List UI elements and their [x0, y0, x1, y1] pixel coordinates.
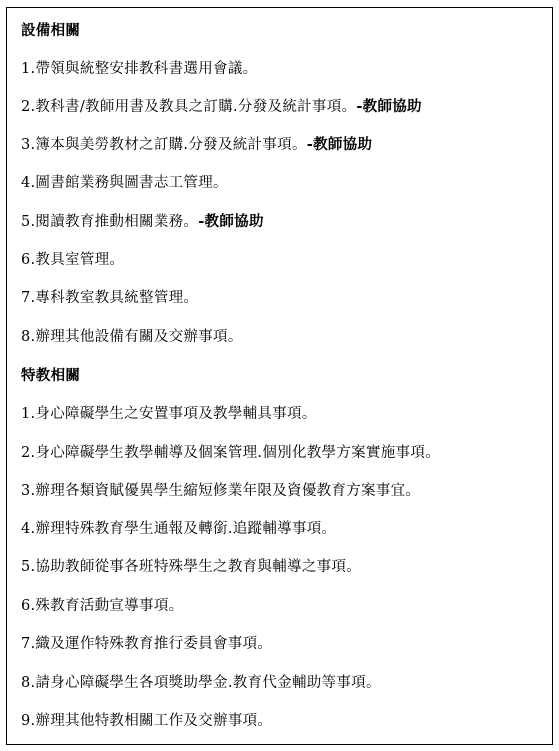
item-text: 1.帶領與統整安排教科書選用會議。 [21, 61, 258, 77]
list-item [21, 520, 336, 538]
list-item [21, 405, 317, 423]
document-frame [6, 7, 553, 745]
list-item [21, 251, 124, 269]
item-text: 7.專科教室教具統整管理。 [21, 290, 199, 306]
list-item [21, 328, 243, 346]
list-item [21, 712, 272, 730]
item-text: 5.協助教師從事各班特殊學生之教育與輔導之事項。 [21, 559, 362, 575]
list-item [21, 213, 264, 231]
item-text: 6.殊教育活動宣導事項。 [21, 598, 184, 614]
section-heading-special-ed: 特教相關 [21, 368, 81, 384]
item-text: 3.簿本與美勞教材之訂購.分發及統計事項。 [21, 137, 307, 153]
list-item [21, 60, 257, 78]
list-item [21, 289, 198, 307]
list-item [21, 98, 422, 116]
item-text: 3.辦理各類資賦優異學生縮短修業年限及資優教育方案事宜。 [21, 483, 421, 499]
section-heading-equipment: 設備相關 [21, 23, 81, 39]
item-text: 4.辦理特殊教育學生通報及轉銜.追蹤輔導事項。 [21, 521, 337, 537]
item-text: 7.織及運作特殊教育推行委員會事項。 [21, 636, 273, 652]
item-text: 1.身心障礙學生之安置事項及教學輔具事項。 [21, 406, 317, 422]
list-item [21, 482, 420, 500]
list-item [21, 174, 228, 192]
list-item [21, 444, 440, 462]
teacher-assist-note: -教師協助 [198, 214, 264, 230]
item-text: 5.閱讀教育推動相關業務。 [21, 214, 199, 230]
item-text: 8.請身心障礙學生各項獎助學金.教育代金輔助等事項。 [21, 675, 381, 691]
item-text: 2.身心障礙學生教學輔導及個案管理.個別化教學方案實施事項。 [21, 445, 440, 461]
item-text: 2.教科書/教師用書及教具之訂購.分發及統計事項。 [21, 99, 357, 115]
list-item [21, 674, 381, 692]
list-item [21, 597, 183, 615]
item-text: 9.辦理其他特教相關工作及交辦事項。 [21, 713, 273, 729]
teacher-assist-note: -教師協助 [306, 137, 373, 153]
item-text: 6.教具室管理。 [21, 252, 125, 268]
item-text: 4.圖書館業務與圖書志工管理。 [21, 175, 228, 191]
teacher-assist-note: -教師協助 [356, 99, 422, 115]
item-text: 8.辦理其他設備有關及交辦事項。 [21, 329, 243, 345]
list-item [21, 635, 272, 653]
list-item [21, 558, 361, 576]
list-item [21, 136, 372, 154]
